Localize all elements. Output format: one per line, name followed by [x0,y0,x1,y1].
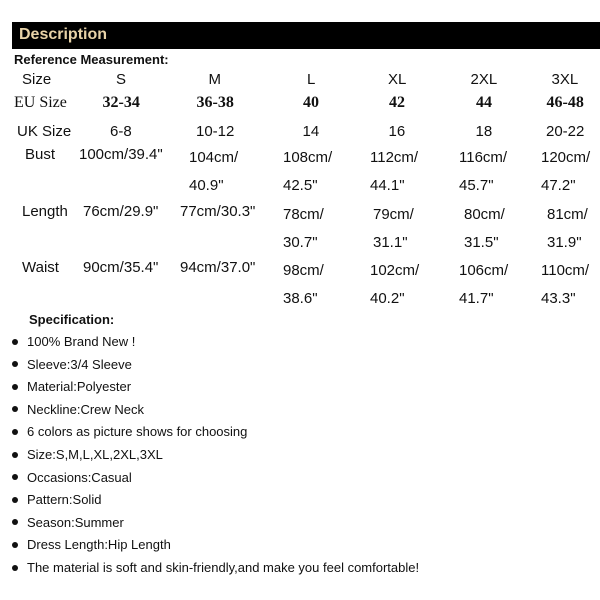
bullet-icon [12,474,18,480]
spec-item-text: Pattern:Solid [27,492,102,508]
eu-value: 42 [389,94,405,111]
size-value: 2XL [470,71,498,88]
bust-value: 40.9" [189,177,224,194]
bust-value: 100cm/39.4" [79,146,163,163]
eu-value: 36-38 [196,94,234,111]
uk-value: 14 [302,123,320,140]
bust-value: 120cm/ [541,149,591,166]
waist-value: 90cm/35.4" [83,259,159,276]
bust-value: 108cm/ [283,149,333,166]
bullet-icon [12,429,18,435]
waist-value: 98cm/ [283,262,324,279]
bust-value: 104cm/ [189,149,239,166]
waist-value: 43.3" [541,290,576,307]
spec-item [12,334,135,349]
spec-item-text: 100% Brand New ! [27,334,136,349]
waist-value: 41.7" [459,290,494,307]
spec-item [12,424,247,439]
length-value: 30.7" [283,234,318,251]
length-value: 31.5" [464,234,499,251]
bullet-icon [12,519,18,525]
reference-measurement-title: Reference Measurement: [14,52,169,67]
uk-value: 6-8 [110,123,132,140]
spec-item [12,447,163,462]
spec-item-text: Dress Length:Hip Length [27,537,171,553]
eu-value: 32-34 [102,94,140,111]
eu-value: 44 [476,94,492,111]
size-value: XL [388,71,407,88]
bullet-icon [12,339,18,345]
waist-value: 102cm/ [370,262,420,279]
spec-item [12,537,171,552]
size-value: S [116,71,127,88]
spec-item [12,379,131,394]
spec-item-text: Season:Summer [27,514,124,530]
bust-value: 45.7" [459,177,494,194]
spec-item [12,492,101,507]
spec-item [12,402,144,417]
bullet-icon [12,361,18,367]
waist-value: 38.6" [283,290,318,307]
bust-value: 44.1" [370,177,405,194]
uk-value: 20-22 [546,123,585,140]
waist-value: 106cm/ [459,262,509,279]
length-value: 76cm/29.9" [83,203,159,220]
length-value: 80cm/ [464,206,505,223]
bullet-icon [12,497,18,503]
waist-value: 94cm/37.0" [180,259,256,276]
spec-item-text: The material is soft and skin-friendly,and make you feel comfortable! [27,560,420,575]
length-value: 81cm/ [547,206,588,223]
size-value: 3XL [551,71,579,88]
length-value: 78cm/ [283,206,324,223]
eu-value: 46-48 [546,94,584,111]
bust-value: 112cm/ [370,149,419,166]
spec-item [12,560,419,575]
uk-value: 18 [475,123,493,140]
length-row-label: Length [22,203,68,220]
spec-item-text: Neckline:Crew Neck [27,401,145,417]
bullet-icon [12,452,18,458]
description-header [12,22,600,49]
specification-title: Specification: [29,312,115,327]
header-title: Description [19,26,108,43]
spec-item [12,357,132,372]
bullet-icon [12,542,18,548]
length-value: 79cm/ [373,206,414,223]
size-value: L [307,71,316,88]
uk-row-label: UK Size [17,123,72,140]
uk-value: 10-12 [196,123,235,140]
waist-value: 110cm/ [541,262,590,279]
spec-item-text: Material:Polyester [27,379,132,395]
length-value: 31.9" [547,234,582,251]
spec-item-text: 6 colors as picture shows for choosing [27,424,248,440]
length-value: 77cm/30.3" [180,203,256,220]
waist-value: 40.2" [370,290,405,307]
bust-value: 116cm/ [459,149,508,166]
size-row-label: Size [22,71,52,88]
eu-row-label: EU Size [14,94,67,111]
spec-item-text: Size:S,M,L,XL,2XL,3XL [27,447,163,462]
size-value: M [208,71,221,88]
spec-item-text: Occasions:Casual [27,469,132,485]
bust-value: 47.2" [541,177,576,194]
bust-value: 42.5" [283,177,318,194]
waist-row-label: Waist [22,259,59,276]
bullet-icon [12,406,18,412]
bullet-icon [12,565,18,571]
bullet-icon [12,384,18,390]
spec-item [12,515,124,530]
eu-value: 40 [303,94,319,111]
length-value: 31.1" [373,234,408,251]
uk-value: 16 [388,123,406,140]
spec-item [12,470,132,485]
bust-row-label: Bust [25,146,56,163]
spec-item-text: Sleeve:3/4 Sleeve [27,356,132,372]
